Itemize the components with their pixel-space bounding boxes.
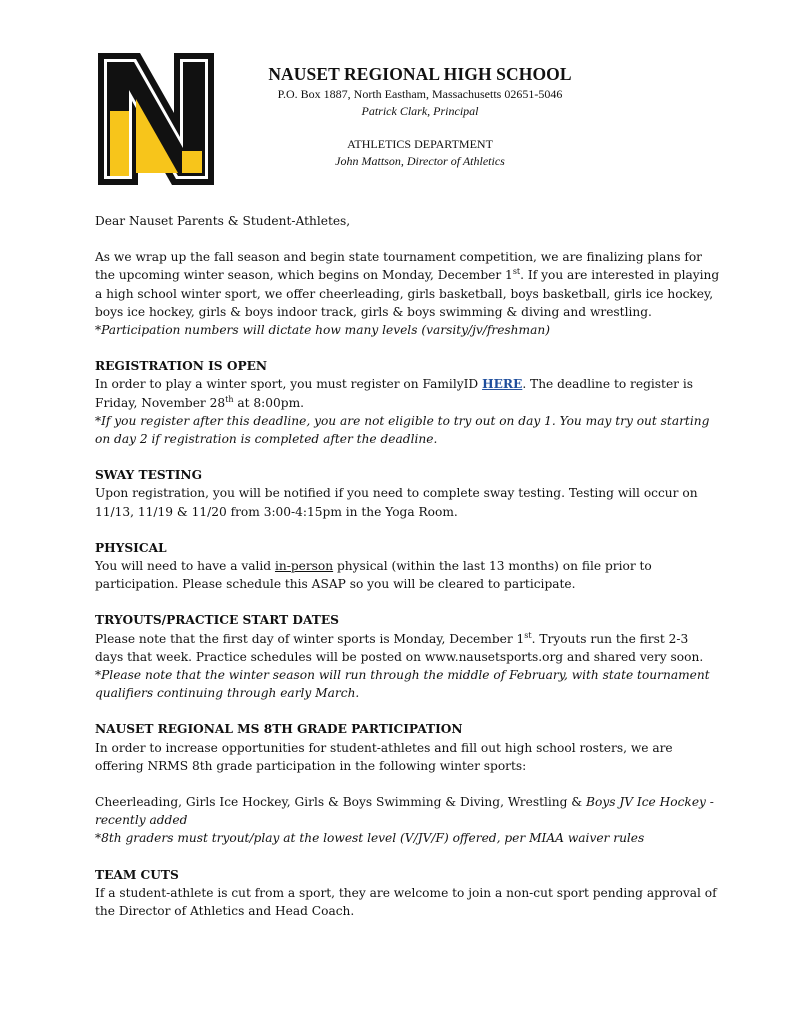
intro-note: *Participation numbers will dictate how many levels (varsity/jv/freshman) — [95, 323, 550, 338]
sway-paragraph: Upon registration, you will be notified if you need to complete sway testing. Testing will occur on 11/13, 11/19 & 11/20 from 3:00-4:15pm in the Yoga Room. — [95, 486, 698, 519]
familyid-link[interactable]: HERE — [482, 377, 523, 392]
principal-name: Patrick Clark, Principal — [361, 104, 479, 118]
team-cuts-paragraph: If a student-athlete is cut from a sport, they are welcome to join a non-cut sport pending approval of the Director of Athletics and Head Coach. — [95, 885, 717, 919]
ms-participation-note: *8th graders must tryout/play at the lowest level (V/JV/F) offered, per MIAA waiver rules — [95, 831, 645, 846]
ms-sports-list: Cheerleading, Girls Ice Hockey, Girls & Boys Swimming & Diving, Wrestling & Boys JV Ice Hockey - recently added — [95, 795, 714, 828]
department-name: ATHLETICS DEPARTMENT — [347, 137, 493, 151]
tryouts-note: *Please note that the winter season will run through the middle of February, with state tournament qualifiers continuing through early March. — [95, 668, 710, 701]
school-name: NAUSET REGIONAL HIGH SCHOOL — [268, 64, 572, 84]
ms-participation-paragraph: In order to increase opportunities for student-athletes and fill out high school rosters, we are offering NRMS 8th grade participation in the following winter sports: — [95, 740, 673, 773]
ms-participation-heading: NAUSET REGIONAL MS 8TH GRADE PARTICIPATION — [95, 722, 463, 737]
school-address: P.O. Box 1887, North Eastham, Massachusetts 02651-5046 — [277, 87, 563, 101]
registration-heading: REGISTRATION IS OPEN — [95, 359, 268, 374]
sway-heading: SWAY TESTING — [95, 468, 202, 483]
physical-paragraph: You will need to have a valid in-person physical (within the last 13 months) on file prior to participation. Please schedule this ASAP so you will be cleared to participate. — [95, 559, 652, 592]
tryouts-paragraph: Please note that the first day of winter sports is Monday, December 1st. Tryouts run the first 2-3 days that week. Practice schedules will be posted on www.nausetsports.org and shared very soon. — [95, 630, 704, 664]
letterhead — [250, 62, 590, 170]
physical-heading: PHYSICAL — [95, 540, 167, 555]
school-logo-n — [96, 51, 216, 187]
registration-paragraph: In order to play a winter sport, you must register on FamilyID HERE. The deadline to register is Friday, November 28th at 8:00pm. — [95, 377, 694, 410]
director-name: John Mattson, Director of Athletics — [335, 154, 505, 168]
salutation: Dear Nauset Parents & Student-Athletes, — [95, 214, 351, 228]
letter-body — [95, 212, 720, 920]
registration-note: *If you register after this deadline, you are not eligible to try out on day 1. You may try out starting on day 2 if registration is completed after the deadline. — [95, 413, 710, 447]
tryouts-heading: TRYOUTS/PRACTICE START DATES — [95, 613, 339, 628]
intro-paragraph: As we wrap up the fall season and begin state tournament competition, we are finalizing plans for the upcoming winter season, which begins on Monday, December 1st. If you are interested in playing a high school winter sport, we offer cheerleading, girls basketball, boys basketball, girls ice hockey, boys ice hockey, girls & boys indoor track, girls & boys swimming & diving and wrestling. — [95, 250, 720, 319]
team-cuts-heading: TEAM CUTS — [95, 867, 179, 882]
